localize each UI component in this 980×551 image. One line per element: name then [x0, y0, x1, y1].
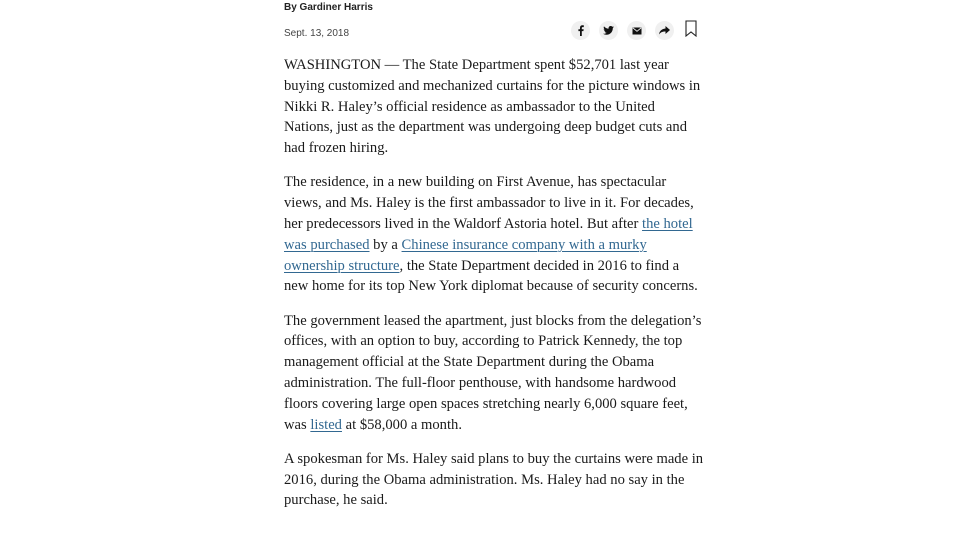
article-body [284, 55, 704, 525]
paragraph-text: by a [369, 236, 402, 253]
share-icon [659, 26, 670, 35]
article-paragraph [284, 311, 704, 436]
article-paragraph [284, 449, 704, 511]
hotel-purchased-link[interactable]: the hotel was purchased [284, 215, 693, 253]
bookmark-icon [685, 20, 697, 42]
save-article-button[interactable] [684, 21, 698, 40]
facebook-share-button[interactable] [571, 21, 590, 40]
byline: By Gardiner Harris [284, 2, 373, 13]
paragraph-text: WASHINGTON — The State Department spent $52,701 last year buying customized and mechanized curtains for the picture windows in Nikki R. Haley’s official residence as ambassador to the United Nations, just as the department was undergoing deep budget cuts and had frozen hiring. [284, 57, 701, 157]
paragraph-text: A spokesman for Ms. Haley said plans to buy the curtains were made in 2016, during the Obama administration. Ms. Haley had no say in the purchase, he said. [284, 450, 704, 509]
paragraph-text: The government leased the apartment, just blocks from the delegation’s offices, with an option to buy, according to Patrick Kennedy, the top management official at the State Department during the Obama administration. The full-floor penthouse, with handsome hardwood floors covering large open spaces stretching nearly 6,000 square feet, was [284, 312, 702, 433]
paragraph-text: , the State Department decided in 2016 to find a new home for its top New York diplomat because of security concerns. [284, 257, 698, 295]
twitter-icon [603, 26, 614, 35]
facebook-icon [576, 25, 585, 36]
chinese-insurance-company-link[interactable]: Chinese insurance company with a murky ownership structure [284, 236, 647, 274]
twitter-share-button[interactable] [599, 21, 618, 40]
paragraph-text: The residence, in a new building on First Avenue, has spectacular views, and Ms. Haley is the first ambassador to live in it. For decades, her predecessors lived in the Waldorf Astoria hotel. But after [284, 174, 694, 232]
share-toolbar [571, 21, 698, 40]
email-share-button[interactable] [627, 21, 646, 40]
more-share-button[interactable] [655, 21, 674, 40]
article-paragraph [284, 172, 704, 297]
listed-link[interactable]: listed [310, 416, 342, 433]
paragraph-text: at $58,000 a month. [341, 416, 462, 433]
publish-date: Sept. 13, 2018 [284, 28, 350, 39]
article-paragraph [284, 55, 704, 159]
email-icon [632, 27, 642, 35]
